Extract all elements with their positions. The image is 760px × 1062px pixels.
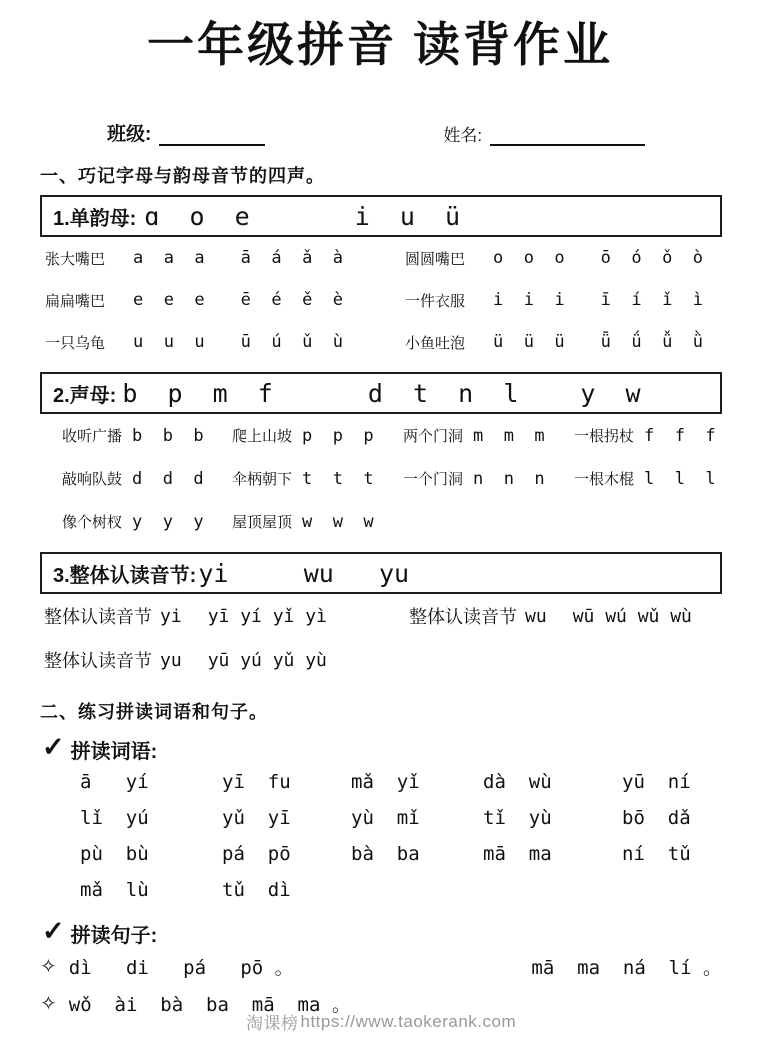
initial-letters: y y y: [132, 511, 204, 532]
pinyin-word: bà ba: [351, 843, 420, 866]
initial-item: [62, 511, 232, 532]
whole-syllables-letters: yi wu yu: [198, 558, 410, 588]
whole-syllable-group-wu: [409, 603, 692, 629]
pinyin-word: tǐ yù: [483, 807, 552, 830]
vowel-tone-row: [45, 237, 760, 279]
mnemonic-label: 一根拐杖: [574, 428, 635, 446]
base-syllable: yu: [160, 649, 182, 671]
base-letters: e e e: [133, 290, 205, 311]
initials-mnemonic-row: [62, 457, 760, 500]
vowel-tone-row: [45, 279, 760, 321]
name-label: 姓名:: [443, 126, 483, 146]
tone-group-a: [45, 248, 405, 269]
pinyin-word: ā yí: [80, 771, 149, 794]
section2-heading: 二、练习拼读词语和句子。: [40, 702, 268, 723]
pinyin-word: pá pō: [222, 843, 291, 866]
whole-syllable-group-yi: [44, 603, 409, 629]
name-blank-line[interactable]: [490, 122, 645, 146]
mnemonic-label: 收听广播: [62, 428, 123, 446]
base-syllable: yi: [160, 605, 182, 627]
initial-letters: b b b: [132, 425, 204, 446]
pinyin-sentence: wǒ ài bà ba mā ma 。: [68, 994, 351, 1017]
pinyin-word-grid: [80, 764, 760, 908]
initials-mnemonic-row: [62, 414, 760, 457]
mnemonic-label: 一件衣服: [405, 292, 466, 310]
initial-item: [232, 468, 403, 489]
initial-item: [574, 425, 760, 446]
mnemonic-label: 敲响队鼓: [62, 471, 123, 489]
simple-finals-letters-iuv: i u ü: [354, 201, 461, 231]
pinyin-word: yù mǐ: [351, 807, 420, 830]
vowel-tone-row: [45, 321, 760, 363]
initial-letters: t t t: [302, 468, 374, 489]
mnemonic-label: 屋顶屋顶: [232, 514, 293, 532]
simple-finals-label: 1.单韵母:: [53, 207, 137, 230]
initial-item: [232, 425, 403, 446]
tone-group-e: [45, 290, 405, 311]
initial-item: [232, 511, 403, 532]
initial-letters: m m m: [473, 425, 545, 446]
sentences-subheading: [42, 915, 760, 948]
whole-syllable-label: 整体认读音节: [409, 607, 517, 628]
mnemonic-label: 一只乌龟: [45, 334, 106, 352]
mnemonic-label: 两个门洞: [403, 428, 464, 446]
initial-letters: l l l: [644, 468, 716, 489]
pinyin-word: yī fu: [222, 771, 291, 794]
tone-group-i: [405, 290, 703, 311]
class-blank-line[interactable]: [159, 122, 265, 146]
watermark-brand: 淘课榜: [246, 1014, 299, 1033]
checkmark-icon: ✓: [42, 915, 65, 946]
initials-letters-bpmf: b p m f: [122, 378, 273, 408]
tone-group-o: [405, 248, 703, 269]
base-syllable: wu: [525, 605, 547, 627]
mnemonic-label: 一个门洞: [403, 471, 464, 489]
pinyin-word: mǎ lù: [80, 879, 149, 902]
tone-group-u: [45, 332, 405, 353]
pinyin-word: tǔ dì: [222, 879, 291, 902]
initial-letters: n n n: [473, 468, 545, 489]
pinyin-sentence: mā ma ná lí 。: [531, 957, 722, 980]
pinyin-word: mā ma: [483, 843, 552, 866]
checkmark-icon: ✓: [42, 731, 65, 762]
class-label: 班级:: [107, 124, 152, 146]
sentence-row: [40, 948, 722, 985]
worksheet-title: 一年级拼音 读背作业: [146, 18, 614, 71]
pinyin-sentence: dì di pá pō 。: [68, 957, 294, 980]
tone-group-v: [405, 332, 703, 353]
mnemonic-label: 张大嘴巴: [45, 250, 106, 268]
tone-syllables: yū yú yǔ yù: [207, 649, 327, 671]
simple-finals-letters-aoe: ɑ o e: [144, 201, 250, 231]
simple-finals-box: [40, 195, 722, 237]
whole-syllable-label: 整体认读音节: [44, 607, 152, 628]
tone-letters: ī í ǐ ì: [600, 290, 704, 311]
watermark-url: https://www.taokerank.com: [300, 1011, 517, 1031]
initials-label: 2.声母:: [53, 384, 117, 407]
initial-item: [574, 468, 760, 489]
whole-syllable-group-yu: [44, 647, 409, 673]
tone-letters: ē é ě è: [240, 290, 344, 311]
mnemonic-label: 扁扁嘴巴: [45, 292, 106, 310]
tone-syllables: yī yí yǐ yì: [207, 605, 327, 627]
initials-letters-dtnl: d t n l: [367, 378, 519, 408]
student-info-row: [107, 116, 760, 146]
mnemonic-label: 一根木棍: [574, 471, 635, 489]
base-letters: o o o: [493, 248, 565, 269]
whole-syllable-row: [44, 594, 760, 638]
tone-letters: ǖ ǘ ǚ ǜ: [600, 332, 704, 353]
initial-letters: f f f: [644, 425, 716, 446]
tone-letters: ā á ǎ à: [240, 248, 344, 269]
diamond-bullet-icon: ✧: [40, 955, 57, 978]
pinyin-word: pù bù: [80, 843, 149, 866]
initials-letters-yw: y w: [580, 378, 641, 408]
pinyin-word: lǐ yú: [80, 807, 149, 830]
initials-mnemonic-row: [62, 500, 760, 543]
base-letters: a a a: [133, 248, 205, 269]
mnemonic-label: 像个树杈: [62, 514, 123, 532]
mnemonic-label: 爬上山坡: [232, 428, 293, 446]
pinyin-word: ní tǔ: [622, 843, 691, 866]
sentence-row: [40, 985, 722, 1022]
initial-item: [403, 468, 574, 489]
initial-item: [62, 425, 232, 446]
tone-syllables: wū wú wǔ wù: [572, 605, 692, 627]
mnemonic-label: 小鱼吐泡: [405, 334, 466, 352]
mnemonic-label: 伞柄朝下: [232, 471, 293, 489]
initials-box: [40, 372, 722, 414]
words-subheading: [42, 731, 760, 764]
diamond-bullet-icon: ✧: [40, 992, 57, 1015]
words-subheading-label: 拼读词语:: [70, 740, 158, 763]
whole-syllable-row: [44, 638, 760, 682]
tone-letters: ū ú ǔ ù: [240, 332, 344, 353]
tone-letters: ō ó ǒ ò: [600, 248, 704, 269]
pinyin-word: yū ní: [622, 771, 691, 794]
whole-syllables-box: [40, 552, 722, 594]
initial-letters: w w w: [302, 511, 374, 532]
pinyin-word: yǔ yī: [222, 807, 291, 830]
initial-letters: p p p: [302, 425, 374, 446]
pinyin-word: mǎ yǐ: [351, 771, 420, 794]
initial-item: [403, 425, 574, 446]
base-letters: ü ü ü: [493, 332, 565, 353]
initial-letters: d d d: [132, 468, 204, 489]
pinyin-word: dà wù: [483, 771, 552, 794]
base-letters: u u u: [133, 332, 205, 353]
pinyin-word: bō dǎ: [622, 807, 691, 830]
mnemonic-label: 圆圆嘴巴: [405, 250, 466, 268]
section1-heading: 一、巧记字母与韵母音节的四声。: [40, 166, 325, 187]
whole-syllable-label: 整体认读音节: [44, 651, 152, 672]
base-letters: i i i: [493, 290, 565, 311]
initial-item: [62, 468, 232, 489]
sentences-subheading-label: 拼读句子:: [70, 924, 158, 947]
whole-syllables-label: 3.整体认读音节:: [53, 564, 197, 587]
